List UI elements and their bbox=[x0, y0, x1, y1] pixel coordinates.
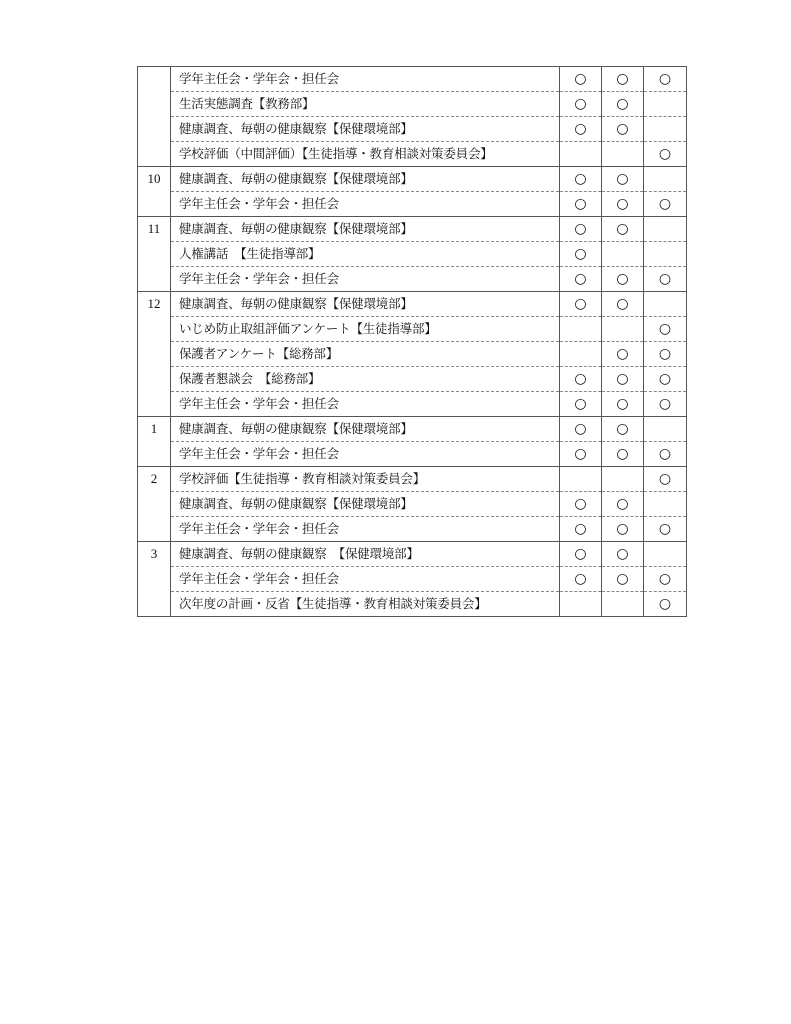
mark-cell-3 bbox=[644, 417, 687, 442]
activity-cell: 人権講話 【生徒指導部】 bbox=[171, 242, 560, 267]
mark-cell-1: ○ bbox=[560, 492, 602, 517]
table-row bbox=[138, 92, 687, 117]
mark-cell-3 bbox=[644, 92, 687, 117]
month-cell: 1 bbox=[138, 417, 171, 467]
mark-cell-3 bbox=[644, 117, 687, 142]
mark-cell-3: ○ bbox=[644, 517, 687, 542]
mark-cell-2 bbox=[602, 467, 644, 492]
table-row bbox=[138, 392, 687, 417]
mark-cell-3: ○ bbox=[644, 267, 687, 292]
mark-cell-1: ○ bbox=[560, 392, 602, 417]
mark-cell-3 bbox=[644, 292, 687, 317]
mark-cell-3 bbox=[644, 242, 687, 267]
mark-cell-2: ○ bbox=[602, 192, 644, 217]
table-row bbox=[138, 192, 687, 217]
mark-cell-1: ○ bbox=[560, 192, 602, 217]
activity-cell: 健康調査、毎朝の健康観察【保健環境部】 bbox=[171, 492, 560, 517]
activity-cell: 健康調査、毎朝の健康観察【保健環境部】 bbox=[171, 292, 560, 317]
mark-cell-2: ○ bbox=[602, 342, 644, 367]
mark-cell-1: ○ bbox=[560, 117, 602, 142]
month-cell: 2 bbox=[138, 467, 171, 542]
mark-cell-2: ○ bbox=[602, 167, 644, 192]
mark-cell-3 bbox=[644, 542, 687, 567]
table-row bbox=[138, 342, 687, 367]
table-row bbox=[138, 167, 687, 192]
mark-cell-2: ○ bbox=[602, 442, 644, 467]
activity-cell: 健康調査、毎朝の健康観察【保健環境部】 bbox=[171, 217, 560, 242]
activity-cell: 学年主任会・学年会・担任会 bbox=[171, 392, 560, 417]
table-row bbox=[138, 67, 687, 92]
mark-cell-2: ○ bbox=[602, 367, 644, 392]
activity-cell: 健康調査、毎朝の健康観察【保健環境部】 bbox=[171, 167, 560, 192]
activity-cell: 健康調査、毎朝の健康観察 【保健環境部】 bbox=[171, 542, 560, 567]
mark-cell-1 bbox=[560, 467, 602, 492]
mark-cell-1: ○ bbox=[560, 217, 602, 242]
mark-cell-2: ○ bbox=[602, 542, 644, 567]
mark-cell-2: ○ bbox=[602, 92, 644, 117]
month-cell: 12 bbox=[138, 292, 171, 417]
mark-cell-2: ○ bbox=[602, 117, 644, 142]
mark-cell-1 bbox=[560, 142, 602, 167]
activity-cell: いじめ防止取組評価アンケート【生徒指導部】 bbox=[171, 317, 560, 342]
activity-cell: 学年主任会・学年会・担任会 bbox=[171, 517, 560, 542]
activity-cell: 健康調査、毎朝の健康観察【保健環境部】 bbox=[171, 417, 560, 442]
mark-cell-2: ○ bbox=[602, 492, 644, 517]
mark-cell-3 bbox=[644, 217, 687, 242]
table-row bbox=[138, 292, 687, 317]
mark-cell-1: ○ bbox=[560, 417, 602, 442]
mark-cell-1: ○ bbox=[560, 92, 602, 117]
mark-cell-1: ○ bbox=[560, 442, 602, 467]
mark-cell-2: ○ bbox=[602, 292, 644, 317]
mark-cell-3 bbox=[644, 167, 687, 192]
mark-cell-2: ○ bbox=[602, 267, 644, 292]
mark-cell-2 bbox=[602, 242, 644, 267]
table-row bbox=[138, 542, 687, 567]
table-row bbox=[138, 517, 687, 542]
mark-cell-1 bbox=[560, 342, 602, 367]
mark-cell-1: ○ bbox=[560, 167, 602, 192]
table-row bbox=[138, 592, 687, 617]
mark-cell-2 bbox=[602, 592, 644, 617]
mark-cell-1: ○ bbox=[560, 542, 602, 567]
mark-cell-3: ○ bbox=[644, 317, 687, 342]
month-cell bbox=[138, 67, 171, 167]
activity-cell: 次年度の計画・反省【生徒指導・教育相談対策委員会】 bbox=[171, 592, 560, 617]
mark-cell-3 bbox=[644, 492, 687, 517]
table-row bbox=[138, 117, 687, 142]
table-row bbox=[138, 417, 687, 442]
mark-cell-1: ○ bbox=[560, 367, 602, 392]
mark-cell-2: ○ bbox=[602, 67, 644, 92]
mark-cell-1: ○ bbox=[560, 242, 602, 267]
activity-cell: 学年主任会・学年会・担任会 bbox=[171, 567, 560, 592]
table-row bbox=[138, 567, 687, 592]
table-row bbox=[138, 217, 687, 242]
mark-cell-1: ○ bbox=[560, 267, 602, 292]
mark-cell-2: ○ bbox=[602, 417, 644, 442]
month-cell: 3 bbox=[138, 542, 171, 617]
mark-cell-2: ○ bbox=[602, 517, 644, 542]
activity-cell: 健康調査、毎朝の健康観察【保健環境部】 bbox=[171, 117, 560, 142]
mark-cell-3: ○ bbox=[644, 367, 687, 392]
activity-cell: 学年主任会・学年会・担任会 bbox=[171, 267, 560, 292]
table-row bbox=[138, 142, 687, 167]
mark-cell-2 bbox=[602, 317, 644, 342]
table-row bbox=[138, 267, 687, 292]
table-row bbox=[138, 317, 687, 342]
mark-cell-3: ○ bbox=[644, 67, 687, 92]
mark-cell-1: ○ bbox=[560, 67, 602, 92]
mark-cell-3: ○ bbox=[644, 192, 687, 217]
activity-cell: 学年主任会・学年会・担任会 bbox=[171, 67, 560, 92]
mark-cell-2: ○ bbox=[602, 217, 644, 242]
activity-cell: 保護者懇談会 【総務部】 bbox=[171, 367, 560, 392]
mark-cell-2: ○ bbox=[602, 392, 644, 417]
month-cell: 11 bbox=[138, 217, 171, 292]
mark-cell-3: ○ bbox=[644, 467, 687, 492]
mark-cell-3: ○ bbox=[644, 142, 687, 167]
schedule-table bbox=[137, 66, 687, 617]
activity-cell: 学校評価【生徒指導・教育相談対策委員会】 bbox=[171, 467, 560, 492]
mark-cell-3: ○ bbox=[644, 342, 687, 367]
activity-cell: 学校評価（中間評価）【生徒指導・教育相談対策委員会】 bbox=[171, 142, 560, 167]
table-row bbox=[138, 467, 687, 492]
table-row bbox=[138, 242, 687, 267]
table-row bbox=[138, 442, 687, 467]
mark-cell-3: ○ bbox=[644, 567, 687, 592]
schedule-table-body bbox=[138, 67, 687, 617]
activity-cell: 学年主任会・学年会・担任会 bbox=[171, 442, 560, 467]
mark-cell-3: ○ bbox=[644, 442, 687, 467]
mark-cell-1 bbox=[560, 592, 602, 617]
month-cell: 10 bbox=[138, 167, 171, 217]
mark-cell-1: ○ bbox=[560, 292, 602, 317]
mark-cell-3: ○ bbox=[644, 392, 687, 417]
activity-cell: 学年主任会・学年会・担任会 bbox=[171, 192, 560, 217]
mark-cell-1 bbox=[560, 317, 602, 342]
mark-cell-1: ○ bbox=[560, 567, 602, 592]
mark-cell-3: ○ bbox=[644, 592, 687, 617]
mark-cell-1: ○ bbox=[560, 517, 602, 542]
mark-cell-2 bbox=[602, 142, 644, 167]
table-row bbox=[138, 367, 687, 392]
activity-cell: 保護者アンケート【総務部】 bbox=[171, 342, 560, 367]
activity-cell: 生活実態調査【教務部】 bbox=[171, 92, 560, 117]
table-row bbox=[138, 492, 687, 517]
mark-cell-2: ○ bbox=[602, 567, 644, 592]
